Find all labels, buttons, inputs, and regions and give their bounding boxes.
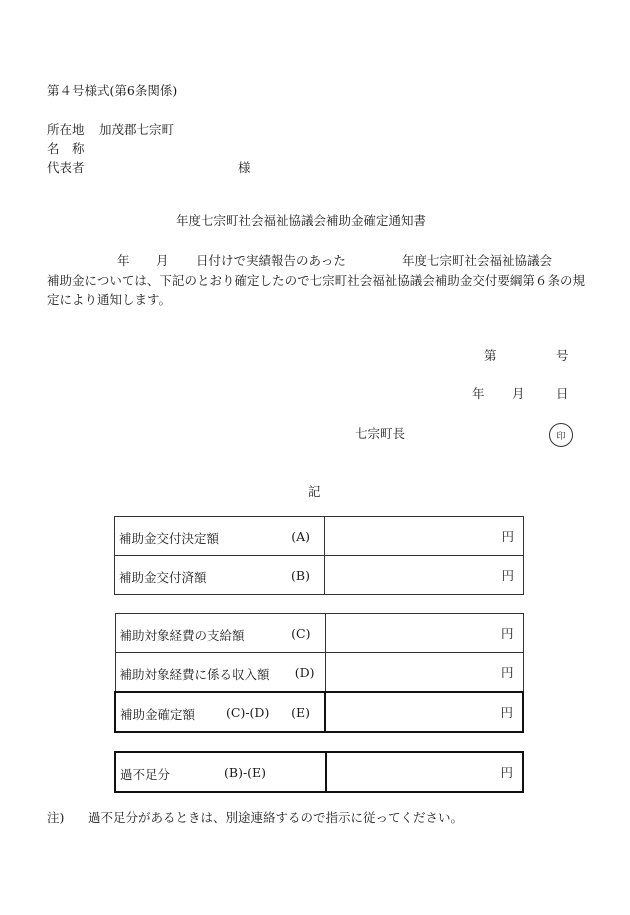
representative-label: 代表者	[47, 160, 85, 175]
amount-cell[interactable]	[325, 556, 524, 595]
row-label	[115, 614, 325, 653]
expense-table	[114, 613, 524, 733]
note-text: 過不足分があるときは、別途連絡するので指示に従ってください。	[88, 810, 464, 825]
row-label	[115, 752, 326, 792]
label-text: 補助対象経費に係る収入額	[119, 667, 270, 682]
sender-name: 七宗町長	[355, 426, 406, 441]
yen-unit: 円	[500, 665, 514, 680]
table-row-shortfall	[115, 752, 523, 792]
label-text: 補助金確定額	[120, 707, 196, 722]
name-label: 名 称	[47, 141, 85, 156]
yen-unit: 円	[500, 705, 513, 720]
seal-stamp: 印	[549, 423, 573, 447]
ki-heading: 記	[308, 484, 321, 499]
yen-unit: 円	[500, 765, 513, 780]
form-number: 第４号様式(第6条関係)	[47, 83, 178, 98]
label-text: 補助金交付済額	[119, 570, 207, 585]
label-code: (E)	[291, 705, 310, 720]
date-day: 日	[556, 386, 569, 401]
decision-table	[114, 516, 524, 595]
address-label: 所在地	[47, 122, 85, 137]
label-formula: (B)-(E)	[224, 765, 267, 780]
amount-cell[interactable]	[325, 614, 523, 653]
label-text: 過不足分	[120, 767, 171, 782]
label-code: (D)	[294, 665, 315, 680]
body-month: 月	[156, 253, 169, 268]
honorific: 様	[238, 160, 251, 175]
row-label	[115, 556, 325, 595]
amount-cell[interactable]	[325, 653, 523, 693]
table-row-confirmed	[115, 692, 523, 732]
date-month: 月	[512, 386, 525, 401]
table-row	[115, 556, 524, 595]
label-code: (B)	[291, 568, 310, 583]
note-label: 注)	[47, 810, 65, 825]
document-title: 年度七宗町社会福祉協議会補助金確定通知書	[176, 213, 427, 228]
row-label	[115, 692, 325, 732]
label-text: 補助対象経費の支給額	[119, 628, 245, 643]
label-text: 補助金交付決定額	[119, 531, 220, 546]
body-paragraph: 補助金については、下記のとおり確定したので七宗町社会福祉協議会補助金交付要綱第６条の規定により通知します。	[47, 273, 585, 307]
yen-unit: 円	[500, 626, 514, 641]
body-day: 日付けで実績報告のあった	[196, 253, 346, 268]
amount-cell[interactable]	[326, 752, 523, 792]
table-row	[115, 614, 523, 653]
address-value: 加茂郡七宗町	[99, 122, 175, 137]
label-formula: (C)-(D)	[226, 705, 270, 720]
ref-go: 号	[556, 348, 569, 363]
yen-unit: 円	[501, 568, 514, 583]
amount-cell[interactable]	[325, 517, 524, 556]
row-label	[115, 653, 325, 693]
yen-unit: 円	[501, 529, 514, 544]
shortfall-table	[114, 751, 524, 793]
body-year2: 年度七宗町社会福祉協議会	[402, 253, 553, 268]
label-code: (A)	[291, 529, 310, 544]
ref-dai: 第	[484, 348, 497, 363]
table-row	[115, 653, 523, 693]
label-code: (C)	[291, 626, 311, 641]
date-year: 年	[472, 386, 485, 401]
table-row	[115, 517, 524, 556]
body-year: 年	[117, 253, 130, 268]
amount-cell[interactable]	[325, 692, 523, 732]
row-label	[115, 517, 325, 556]
